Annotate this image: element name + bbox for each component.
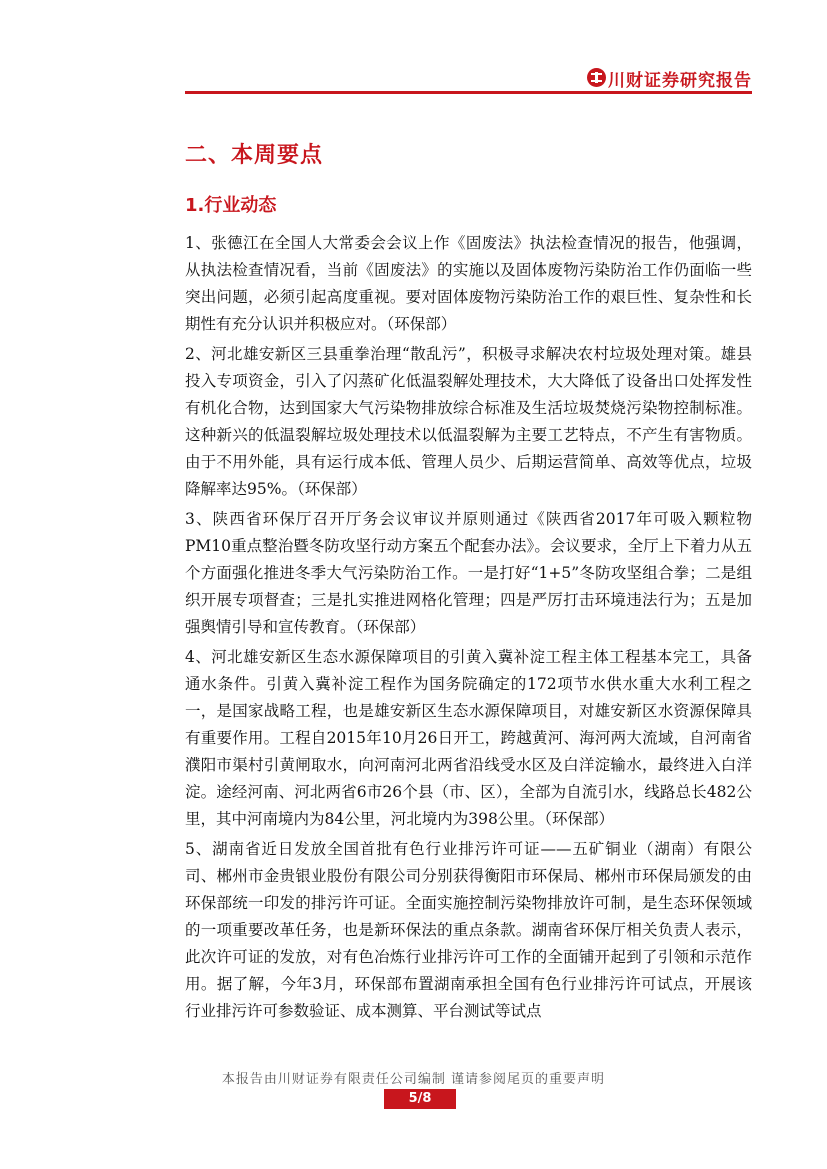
body-text [185,230,752,1028]
section-title: 二、本周要点 [185,143,324,168]
footer-disclaimer: 本报告由川财证券有限责任公司编制 谨请参阅尾页的重要声明 [221,1072,606,1087]
paragraph-2: 2、河北雄安新区三县重拳治理“散乱污”，积极寻求解决农村垃圾处理对策。雄县投入专项资金，引入了闪蒸矿化低温裂解处理技术，大大降低了设备出口处挥发性有机化合物，达到国家大气污染物排放综合标准及生活垃圾焚烧污染物控制标准。这种新兴的低温裂解垃圾处理技术以低温裂解为主要工艺特点，不产生有害物质。由于不用外能，具有运行成本低、管理人员少、后期运营简单、高效等优点，垃圾降解率达95%。（环保部） [185,345,752,498]
subsection-title: 1.行业动态 [185,195,277,216]
paragraph-4: 4、河北雄安新区生态水源保障项目的引黄入冀补淀工程主体工程基本完工，具备通水条件。引黄入冀补淀工程作为国务院确定的172项节水供水重大水利工程之一，是国家战略工程，也是雄安新区生态水源保障项目，对雄安新区水资源保障具有重要作用。工程自2015年10月26日开工，跨越黄河、海河两大流域，自河南省濮阳市渠村引黄闸取水，向河南河北两省沿线受水区及白洋淀输水，最终进入白洋淀。途经河南、河北两省6市26个县（市、区），全部为自流引水，线路总长482公里，其中河南境内为84公里，河北境内为398公里。（环保部） [185,648,752,828]
paragraph-1: 1、张德江在全国人大常委会会议上作《固废法》执法检查情况的报告，他强调，从执法检查情况看，当前《固废法》的实施以及固体废物污染防治工作仍面临一些突出问题，必须引起高度重视。要对固体废物污染防治工作的艰巨性、复杂性和长期性有充分认识并积极应对。（环保部） [185,234,752,333]
page-header [185,60,752,94]
page-number: 5/8 [384,1089,456,1109]
paragraph-3: 3、陕西省环保厅召开厅务会议审议并原则通过《陕西省2017年可吸入颗粒物PM10重点整治暨冬防攻坚行动方案五个配套办法》。会议要求，全厅上下着力从五个方面强化推进冬季大气污染防治工作。一是打好“1+5”冬防攻坚组合拳；二是组织开展专项督查；三是扎实推进网格化管理；四是严厉打击环境违法行为；五是加强舆情引导和宣传教育。（环保部） [185,510,752,636]
header-title: 川财证券研究报告 [608,71,752,91]
paragraph-5: 5、湖南省近日发放全国首批有色行业排污许可证——五矿铜业（湖南）有限公司、郴州市金贵银业股份有限公司分别获得衡阳市环保局、郴州市环保局颁发的由环保部统一印发的排污许可证。全面实施控制污染物排放许可制，是生态环保领域的一项重要改革任务，也是新环保法的重点条款。湖南省环保厅相关负责人表示，此次许可证的发放，对有色冶炼行业排污许可工作的全面铺开起到了引领和示范作用。据了解，今年3月，环保部布置湖南承担全国有色行业排污许可试点，开展该行业排污许可参数验证、成本测算、平台测试等试点 [185,840,752,1020]
chuancai-logo-icon [587,68,606,87]
header-divider [185,91,752,94]
